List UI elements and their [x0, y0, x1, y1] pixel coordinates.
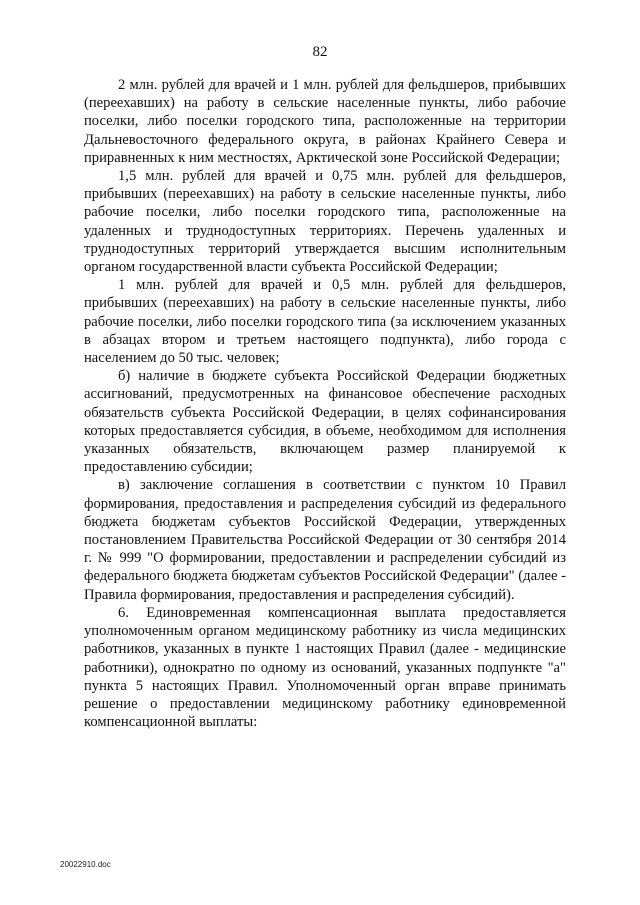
paragraph-6: 6. Единовременная компенсационная выплата предоставляется уполномоченным органом медицинскому работнику из числа медицинских работников, указанных в пункте 1 настоящих Правил (далее - медицинские работники), однократно по одному из оснований, указанных подпункте "а" пункта 5 настоящих Правил. Уполномоченный орган вправе принимать решение о предоставлении медицинскому работнику единовременной компенсационной выплаты:: [84, 604, 566, 731]
page-number: 82: [312, 44, 328, 60]
paragraph-3: 1 млн. рублей для врачей и 0,5 млн. рублей для фельдшеров, прибывших (переехавших) на работу в сельские населенные пункты, либо рабочие поселки, либо поселки городского типа (за исключением указанных в абзацах втором и третьем настоящего подпункта), либо города с населением до 50 тыс. человек;: [84, 277, 566, 367]
document-body: [84, 76, 566, 731]
paragraph-4: б) наличие в бюджете субъекта Российской Федерации бюджетных ассигнований, предусмотренных на финансовое обеспечение расходных обязательств субъекта Российской Федерации, в целях софинансирования которых предоставляется субсидия, в объеме, необходимом для исполнения указанных обязательств, включающем размер планируемой к предоставлению субсидии;: [84, 368, 566, 476]
footer-filename: 20022910.doc: [60, 860, 111, 869]
paragraph-2: 1,5 млн. рублей для врачей и 0,75 млн. рублей для фельдшеров, прибывших (переехавших) на работу в сельские населенные пункты, либо рабочие поселки, либо поселки городского типа, расположенные на удаленных и труднодоступных территориях. Перечень удаленных и труднодоступных территорий утверждается высшим исполнительным органом государственной власти субъекта Российской Федерации;: [84, 168, 566, 276]
paragraph-1: 2 млн. рублей для врачей и 1 млн. рублей для фельдшеров, прибывших (переехавших) на работу в сельские населенные пункты, либо рабочие поселки, либо поселки городского типа, расположенные на территории Дальневосточного федерального округа, в районах Крайнего Севера и приравненных к ним местностях, Арктической зоне Российской Федерации;: [84, 77, 566, 166]
paragraph-5: в) заключение соглашения в соответствии с пунктом 10 Правил формирования, предоставления и распределения субсидий из федерального бюджета бюджетам субъектов Российской Федерации, утвержденных постановлением Правительства Российской Федерации от 30 сентября 2014 г. № 999 "О формировании, предоставлении и распределении субсидий из федерального бюджета бюджетам субъектов Российской Федерации" (далее - Правила формирования, предоставления и распределения субсидий).: [84, 477, 566, 603]
